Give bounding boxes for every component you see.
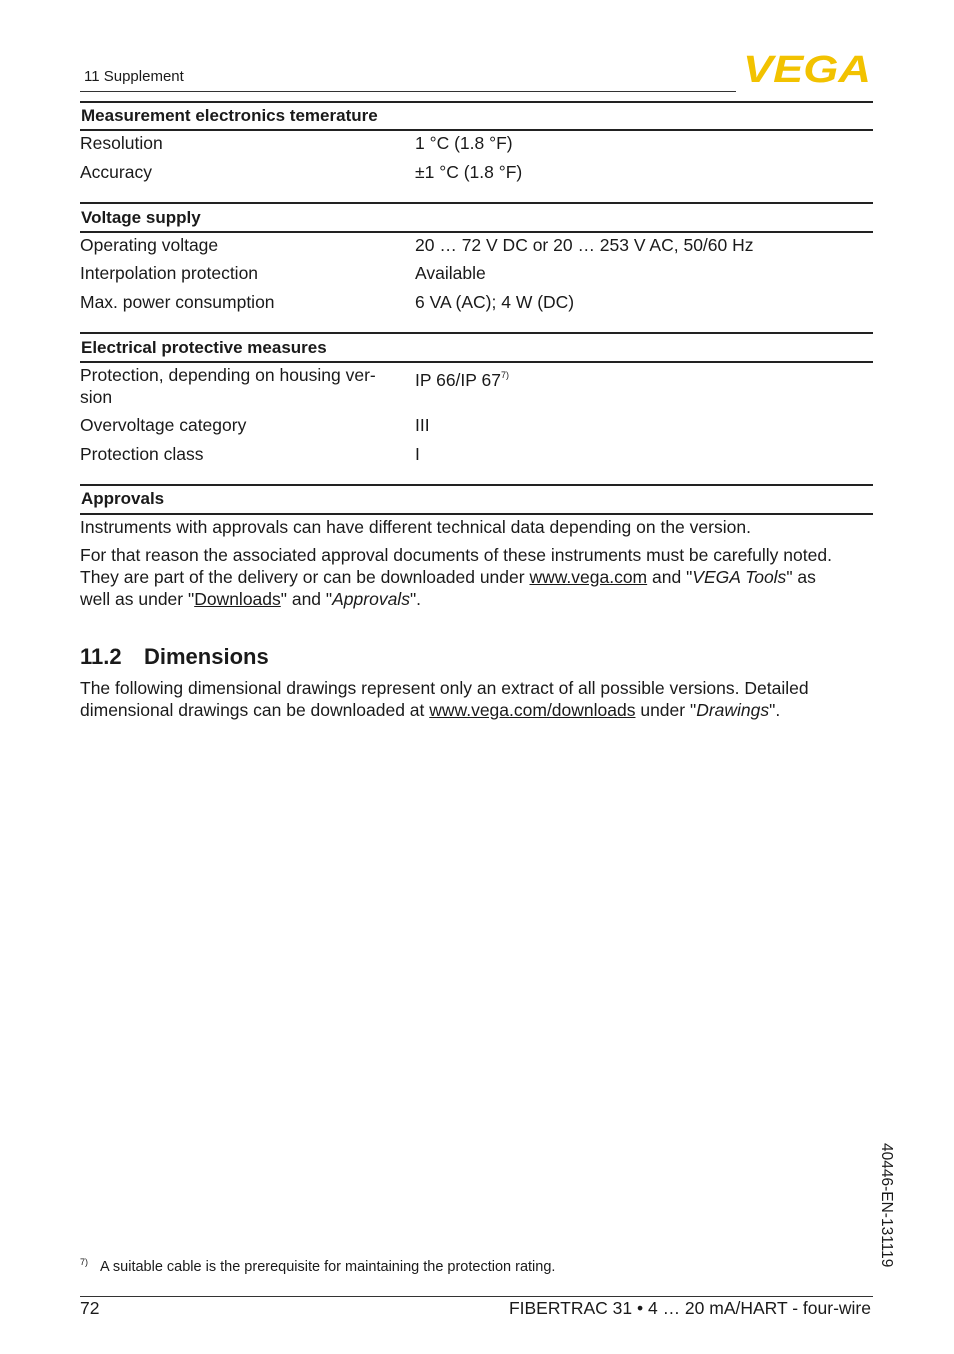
section-rule xyxy=(80,129,873,131)
italic-run: Approvals xyxy=(332,589,410,609)
para-line xyxy=(80,588,880,610)
para-line xyxy=(80,566,880,588)
header-divider xyxy=(80,91,736,92)
text-run: " and " xyxy=(280,589,333,609)
row-value: Available xyxy=(415,263,486,283)
para-line: The following dimensional drawings represent only an extract of all possible versions. Detailed xyxy=(80,678,809,698)
row-label xyxy=(80,364,376,408)
section-title-electrical: Electrical protective measures xyxy=(81,338,327,357)
footnote xyxy=(80,1257,555,1275)
text-run: ". xyxy=(769,700,781,720)
section-rule xyxy=(80,202,873,204)
approvals-paragraph-2 xyxy=(80,544,880,610)
section-title-approvals: Approvals xyxy=(81,489,165,508)
dimensions-paragraph xyxy=(80,677,880,721)
row-label: Max. power consumption xyxy=(80,292,275,312)
section-rule xyxy=(80,361,873,363)
section-label: 11 Supplement xyxy=(84,68,184,85)
para-line xyxy=(80,699,880,721)
footnote-ref: 7) xyxy=(500,370,509,380)
page-number: 72 xyxy=(80,1298,100,1318)
row-value: 1 °C (1.8 °F) xyxy=(415,133,513,153)
row-value: 6 VA (AC); 4 W (DC) xyxy=(415,292,575,312)
row-label: Resolution xyxy=(80,133,163,153)
downloads-link[interactable]: Downloads xyxy=(194,589,281,609)
row-label: Overvoltage category xyxy=(80,415,247,435)
row-label: Accuracy xyxy=(80,162,152,182)
row-value: ±1 °C (1.8 °F) xyxy=(415,162,523,182)
vega-logo-text: VEGA xyxy=(743,52,871,86)
row-label-line: sion xyxy=(80,387,113,407)
row-value: 20 … 72 V DC or 20 … 253 V AC, 50/60 Hz xyxy=(415,235,754,255)
row-value: I xyxy=(415,444,420,464)
italic-run: Drawings xyxy=(696,700,770,720)
vega-logo xyxy=(742,52,872,86)
text-run: ". xyxy=(409,589,422,609)
vega-link[interactable]: www.vega.com xyxy=(529,567,648,587)
row-value xyxy=(415,364,509,391)
row-label: Protection class xyxy=(80,444,204,464)
text-run: They are part of the delivery or can be downloaded under xyxy=(80,567,530,587)
section-rule xyxy=(80,231,873,233)
section-heading-title: Dimensions xyxy=(144,644,269,669)
text-run: dimensional drawings can be downloaded at xyxy=(80,700,430,720)
text-run: " as xyxy=(786,567,816,587)
text-run: and " xyxy=(647,567,693,587)
row-value-text: IP 66/IP 67 xyxy=(415,370,501,390)
footnote-text: A suitable cable is the prerequisite for maintaining the protection rating. xyxy=(100,1259,556,1275)
section-number: 11.2 xyxy=(80,644,122,669)
row-label-line: Protection, depending on housing ver- xyxy=(80,365,376,385)
text-run: under " xyxy=(635,700,697,720)
section-rule xyxy=(80,332,873,334)
section-rule xyxy=(80,513,873,515)
section-title-voltage: Voltage supply xyxy=(81,208,201,227)
footer-divider xyxy=(80,1296,873,1297)
para-line: For that reason the associated approval documents of these instruments must be carefully noted. xyxy=(80,545,832,565)
section-heading xyxy=(80,644,269,670)
italic-run: VEGA Tools xyxy=(692,567,787,587)
approvals-paragraph-1: Instruments with approvals can have different technical data depending on the version. xyxy=(80,517,751,537)
document-code: 40446-EN-131119 xyxy=(878,1143,895,1268)
downloads-url-link[interactable]: www.vega.com/downloads xyxy=(429,700,636,720)
section-title-temperature: Measurement electronics temerature xyxy=(81,106,378,125)
footer-title: FIBERTRAC 31 • 4 … 20 mA/HART - four-wire xyxy=(508,1298,871,1318)
footnote-mark: 7) xyxy=(80,1257,89,1267)
section-rule xyxy=(80,101,873,103)
text-run: well as under " xyxy=(80,589,195,609)
row-label: Operating voltage xyxy=(80,235,219,255)
row-label: Interpolation protection xyxy=(80,263,259,283)
section-rule xyxy=(80,484,873,486)
row-value: III xyxy=(415,415,430,435)
